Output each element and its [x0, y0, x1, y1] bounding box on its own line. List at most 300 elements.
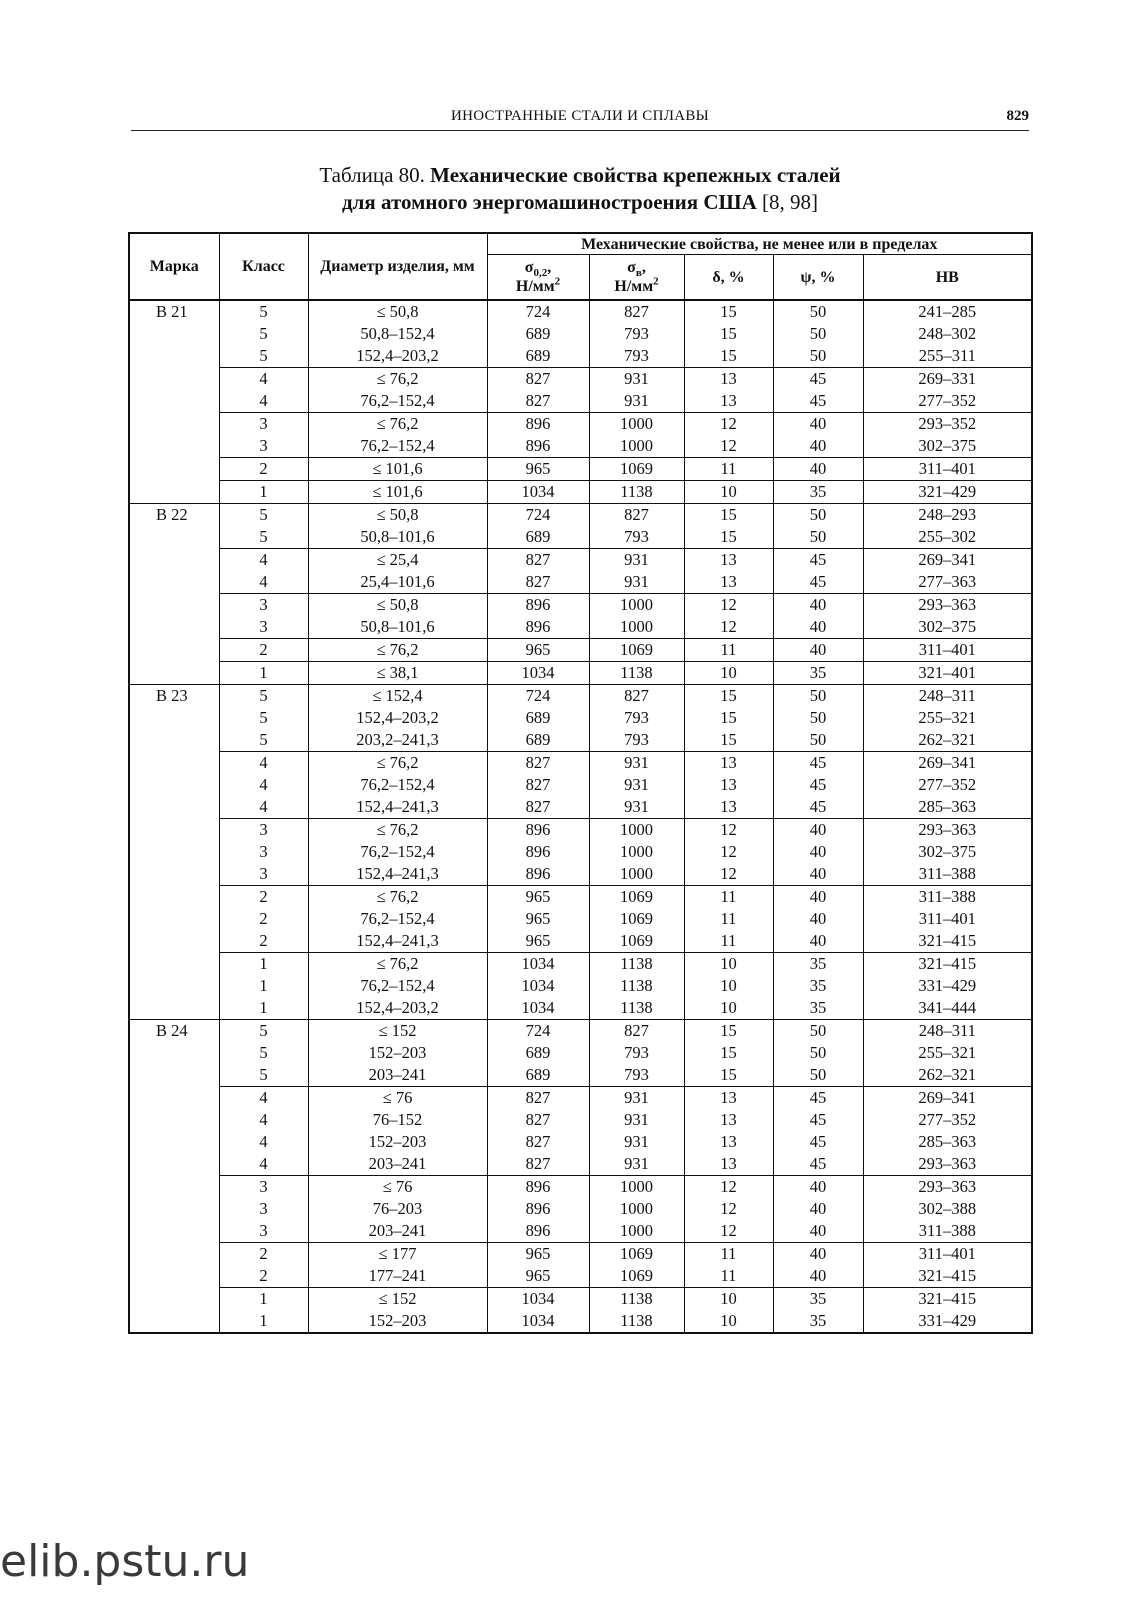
cell-sigma-v: 1000 [589, 413, 684, 436]
cell-hb: 293–363 [863, 1153, 1032, 1176]
cell-sigma-v: 827 [589, 300, 684, 323]
cell-psi: 40 [773, 1198, 863, 1220]
cell-psi: 45 [773, 390, 863, 413]
table-row [129, 616, 1032, 639]
cell-diameter: 76,2–152,4 [308, 908, 487, 930]
sigma-v-subscript: в [635, 267, 642, 280]
table-row [129, 1042, 1032, 1064]
cell-hb: 255–321 [863, 707, 1032, 729]
table-row [129, 345, 1032, 368]
cell-delta: 15 [684, 729, 773, 752]
cell-diameter: 203,2–241,3 [308, 729, 487, 752]
cell-sigma-v: 1138 [589, 662, 684, 685]
cell-sigma-v: 1069 [589, 886, 684, 909]
cell-sigma-02: 965 [487, 930, 589, 953]
cell-sigma-v: 1138 [589, 975, 684, 997]
cell-psi: 50 [773, 300, 863, 323]
cell-sigma-02: 689 [487, 526, 589, 549]
watermark: elib.pstu.ru [0, 1536, 250, 1587]
cell-delta: 10 [684, 662, 773, 685]
cell-diameter: 76–203 [308, 1198, 487, 1220]
cell-sigma-02: 896 [487, 594, 589, 617]
cell-hb: 321–429 [863, 481, 1032, 504]
cell-psi: 50 [773, 729, 863, 752]
cell-hb: 269–331 [863, 368, 1032, 391]
cell-sigma-v: 793 [589, 707, 684, 729]
cell-diameter: ≤ 152 [308, 1020, 487, 1043]
cell-sigma-02: 896 [487, 819, 589, 842]
cell-class: 2 [219, 908, 308, 930]
cell-sigma-02: 689 [487, 729, 589, 752]
cell-class: 3 [219, 616, 308, 639]
cell-psi: 45 [773, 368, 863, 391]
cell-hb: 331–429 [863, 1310, 1032, 1333]
cell-sigma-v: 793 [589, 1064, 684, 1087]
table-row [129, 571, 1032, 594]
cell-sigma-02: 896 [487, 841, 589, 863]
cell-psi: 35 [773, 997, 863, 1020]
cell-hb: 293–363 [863, 594, 1032, 617]
cell-psi: 50 [773, 1020, 863, 1043]
cell-delta: 10 [684, 1310, 773, 1333]
cell-class: 5 [219, 1020, 308, 1043]
cell-hb: 311–401 [863, 639, 1032, 662]
cell-sigma-02: 724 [487, 685, 589, 708]
cell-diameter: 76,2–152,4 [308, 975, 487, 997]
cell-sigma-v: 931 [589, 1131, 684, 1153]
cell-psi: 40 [773, 1176, 863, 1199]
cell-sigma-v: 931 [589, 368, 684, 391]
cell-hb: 285–363 [863, 1131, 1032, 1153]
header-diameter: Диаметр изделия, мм [308, 233, 487, 300]
cell-sigma-02: 827 [487, 1131, 589, 1153]
cell-sigma-02: 1034 [487, 975, 589, 997]
cell-delta: 13 [684, 1153, 773, 1176]
table-row [129, 1131, 1032, 1153]
sigma-v-unit-power: 2 [653, 275, 659, 288]
cell-sigma-02: 827 [487, 752, 589, 775]
cell-delta: 15 [684, 345, 773, 368]
cell-sigma-02: 1034 [487, 662, 589, 685]
cell-delta: 15 [684, 323, 773, 345]
table-row [129, 1087, 1032, 1110]
cell-psi: 40 [773, 1243, 863, 1266]
cell-diameter: ≤ 76,2 [308, 752, 487, 775]
cell-hb: 293–363 [863, 819, 1032, 842]
sigma02-subscript: 0,2 [533, 267, 548, 280]
cell-psi: 50 [773, 323, 863, 345]
header-sigma-02 [487, 255, 589, 301]
cell-class: 4 [219, 1087, 308, 1110]
cell-psi: 45 [773, 1153, 863, 1176]
cell-class: 3 [219, 594, 308, 617]
cell-diameter: 152,4–241,3 [308, 796, 487, 819]
cell-hb: 255–311 [863, 345, 1032, 368]
cell-delta: 15 [684, 1064, 773, 1087]
cell-sigma-02: 827 [487, 1087, 589, 1110]
cell-sigma-v: 793 [589, 1042, 684, 1064]
cell-diameter: 76,2–152,4 [308, 841, 487, 863]
cell-delta: 13 [684, 368, 773, 391]
cell-diameter: 152,4–241,3 [308, 930, 487, 953]
properties-table-wrapper [128, 232, 1031, 1334]
cell-psi: 35 [773, 953, 863, 976]
cell-delta: 12 [684, 616, 773, 639]
header-psi: ψ, % [773, 255, 863, 301]
cell-delta: 12 [684, 594, 773, 617]
cell-sigma-02: 965 [487, 908, 589, 930]
cell-sigma-v: 1138 [589, 481, 684, 504]
cell-diameter: ≤ 177 [308, 1243, 487, 1266]
cell-diameter: ≤ 76,2 [308, 819, 487, 842]
table-row [129, 752, 1032, 775]
cell-class: 5 [219, 300, 308, 323]
cell-class: 1 [219, 975, 308, 997]
cell-mark: В 22 [129, 504, 219, 685]
sigma-v-unit: Н/мм [614, 278, 654, 295]
cell-psi: 50 [773, 707, 863, 729]
cell-hb: 293–352 [863, 413, 1032, 436]
cell-diameter: ≤ 76,2 [308, 639, 487, 662]
cell-hb: 341–444 [863, 997, 1032, 1020]
cell-delta: 10 [684, 953, 773, 976]
cell-psi: 45 [773, 1109, 863, 1131]
table-row [129, 930, 1032, 953]
cell-sigma-v: 931 [589, 549, 684, 572]
cell-diameter: ≤ 38,1 [308, 662, 487, 685]
cell-psi: 50 [773, 1064, 863, 1087]
cell-diameter: 152–203 [308, 1310, 487, 1333]
table-row [129, 390, 1032, 413]
cell-delta: 13 [684, 1087, 773, 1110]
cell-psi: 40 [773, 1265, 863, 1288]
cell-sigma-v: 793 [589, 345, 684, 368]
cell-hb: 241–285 [863, 300, 1032, 323]
cell-sigma-v: 1069 [589, 1265, 684, 1288]
cell-delta: 13 [684, 390, 773, 413]
cell-class: 2 [219, 1265, 308, 1288]
cell-class: 4 [219, 368, 308, 391]
cell-sigma-v: 1000 [589, 1198, 684, 1220]
cell-sigma-02: 827 [487, 390, 589, 413]
sigma02-symbol: σ [524, 259, 534, 276]
cell-delta: 13 [684, 774, 773, 796]
cell-class: 5 [219, 685, 308, 708]
cell-hb: 248–293 [863, 504, 1032, 527]
cell-sigma-02: 724 [487, 1020, 589, 1043]
cell-sigma-02: 827 [487, 549, 589, 572]
table-row [129, 594, 1032, 617]
cell-sigma-v: 1000 [589, 435, 684, 458]
cell-diameter: 152,4–203,2 [308, 997, 487, 1020]
cell-diameter: ≤ 76,2 [308, 953, 487, 976]
cell-hb: 269–341 [863, 549, 1032, 572]
cell-delta: 12 [684, 1176, 773, 1199]
table-row [129, 685, 1032, 708]
cell-sigma-02: 896 [487, 435, 589, 458]
cell-sigma-02: 724 [487, 300, 589, 323]
cell-sigma-v: 1000 [589, 1176, 684, 1199]
cell-hb: 321–415 [863, 953, 1032, 976]
cell-sigma-v: 1069 [589, 908, 684, 930]
cell-diameter: ≤ 76 [308, 1176, 487, 1199]
cell-sigma-v: 1000 [589, 1220, 684, 1243]
cell-class: 2 [219, 930, 308, 953]
cell-sigma-v: 1069 [589, 1243, 684, 1266]
cell-sigma-v: 931 [589, 1087, 684, 1110]
table-row [129, 707, 1032, 729]
header-delta: δ, % [684, 255, 773, 301]
cell-diameter: 152,4–203,2 [308, 707, 487, 729]
cell-sigma-02: 965 [487, 886, 589, 909]
cell-class: 3 [219, 819, 308, 842]
cell-hb: 255–321 [863, 1042, 1032, 1064]
cell-sigma-v: 827 [589, 685, 684, 708]
cell-hb: 277–352 [863, 390, 1032, 413]
table-row [129, 435, 1032, 458]
cell-psi: 40 [773, 930, 863, 953]
cell-diameter: ≤ 50,8 [308, 594, 487, 617]
cell-sigma-v: 931 [589, 752, 684, 775]
running-head-title: ИНОСТРАННЫЕ СТАЛИ И СПЛАВЫ [450, 108, 710, 124]
cell-psi: 40 [773, 458, 863, 481]
cell-delta: 11 [684, 1243, 773, 1266]
cell-sigma-v: 827 [589, 504, 684, 527]
header-class: Класс [219, 233, 308, 300]
cell-diameter: ≤ 152 [308, 1288, 487, 1311]
cell-psi: 50 [773, 345, 863, 368]
table-row [129, 819, 1032, 842]
cell-diameter: 50,8–152,4 [308, 323, 487, 345]
cell-hb: 277–352 [863, 1109, 1032, 1131]
cell-sigma-v: 931 [589, 1109, 684, 1131]
cell-hb: 311–388 [863, 1220, 1032, 1243]
cell-psi: 45 [773, 752, 863, 775]
cell-psi: 45 [773, 1087, 863, 1110]
sigma02-unit-power: 2 [554, 275, 561, 288]
cell-psi: 40 [773, 841, 863, 863]
table-row [129, 975, 1032, 997]
table-row [129, 1198, 1032, 1220]
cell-diameter: ≤ 101,6 [308, 458, 487, 481]
sigma-v-symbol: σ [627, 259, 636, 276]
cell-sigma-v: 1000 [589, 841, 684, 863]
cell-diameter: ≤ 50,8 [308, 504, 487, 527]
cell-delta: 12 [684, 1220, 773, 1243]
cell-sigma-v: 1138 [589, 1288, 684, 1311]
page-number: 829 [1006, 108, 1029, 124]
cell-sigma-02: 827 [487, 1153, 589, 1176]
cell-class: 5 [219, 729, 308, 752]
cell-delta: 12 [684, 1198, 773, 1220]
cell-hb: 248–311 [863, 1020, 1032, 1043]
cell-class: 4 [219, 390, 308, 413]
cell-psi: 40 [773, 1220, 863, 1243]
cell-hb: 302–388 [863, 1198, 1032, 1220]
cell-psi: 40 [773, 594, 863, 617]
cell-class: 4 [219, 752, 308, 775]
cell-sigma-v: 1000 [589, 863, 684, 886]
cell-delta: 12 [684, 841, 773, 863]
cell-class: 4 [219, 774, 308, 796]
cell-delta: 10 [684, 1288, 773, 1311]
cell-sigma-02: 965 [487, 639, 589, 662]
cell-diameter: 76,2–152,4 [308, 435, 487, 458]
header-mark: Марка [129, 233, 219, 300]
table-row [129, 1064, 1032, 1087]
cell-hb: 248–302 [863, 323, 1032, 345]
cell-mark: В 21 [129, 300, 219, 504]
cell-diameter: ≤ 25,4 [308, 549, 487, 572]
cell-diameter: 203–241 [308, 1220, 487, 1243]
cell-hb: 302–375 [863, 616, 1032, 639]
cell-class: 4 [219, 1131, 308, 1153]
table-caption [131, 162, 1029, 216]
cell-sigma-02: 827 [487, 368, 589, 391]
cell-delta: 11 [684, 908, 773, 930]
cell-diameter: 152,4–203,2 [308, 345, 487, 368]
table-row [129, 997, 1032, 1020]
cell-delta: 12 [684, 819, 773, 842]
cell-class: 5 [219, 323, 308, 345]
cell-delta: 11 [684, 1265, 773, 1288]
cell-diameter: 76,2–152,4 [308, 390, 487, 413]
properties-table [128, 232, 1033, 1334]
cell-delta: 13 [684, 1109, 773, 1131]
cell-sigma-02: 965 [487, 458, 589, 481]
cell-sigma-v: 931 [589, 390, 684, 413]
cell-hb: 311–401 [863, 908, 1032, 930]
cell-class: 3 [219, 841, 308, 863]
cell-class: 2 [219, 639, 308, 662]
cell-sigma-v: 1138 [589, 1310, 684, 1333]
cell-class: 4 [219, 1153, 308, 1176]
cell-class: 1 [219, 662, 308, 685]
cell-psi: 40 [773, 863, 863, 886]
cell-delta: 11 [684, 458, 773, 481]
cell-sigma-02: 1034 [487, 1288, 589, 1311]
table-body [129, 300, 1032, 1333]
cell-sigma-02: 896 [487, 1220, 589, 1243]
table-row [129, 481, 1032, 504]
cell-diameter: ≤ 50,8 [308, 300, 487, 323]
table-row [129, 639, 1032, 662]
cell-psi: 45 [773, 796, 863, 819]
cell-psi: 50 [773, 526, 863, 549]
cell-hb: 321–415 [863, 1265, 1032, 1288]
cell-sigma-02: 896 [487, 1176, 589, 1199]
sigma02-separator: , [547, 259, 552, 276]
sigma02-unit: Н/мм [515, 278, 555, 295]
cell-sigma-v: 1000 [589, 616, 684, 639]
cell-sigma-v: 793 [589, 526, 684, 549]
cell-hb: 302–375 [863, 435, 1032, 458]
cell-delta: 12 [684, 413, 773, 436]
cell-hb: 293–363 [863, 1176, 1032, 1199]
cell-diameter: 152–203 [308, 1131, 487, 1153]
table-header [129, 233, 1032, 300]
cell-sigma-02: 1034 [487, 997, 589, 1020]
cell-psi: 35 [773, 662, 863, 685]
cell-diameter: ≤ 101,6 [308, 481, 487, 504]
cell-hb: 311–401 [863, 458, 1032, 481]
cell-hb: 311–388 [863, 863, 1032, 886]
cell-class: 4 [219, 571, 308, 594]
cell-delta: 13 [684, 796, 773, 819]
table-row [129, 458, 1032, 481]
cell-hb: 285–363 [863, 796, 1032, 819]
cell-delta: 10 [684, 997, 773, 1020]
table-row [129, 886, 1032, 909]
cell-sigma-v: 931 [589, 1153, 684, 1176]
cell-delta: 15 [684, 526, 773, 549]
cell-class: 2 [219, 1243, 308, 1266]
caption-reference: [8, 98] [756, 190, 818, 214]
table-row [129, 549, 1032, 572]
cell-class: 5 [219, 1042, 308, 1064]
cell-psi: 50 [773, 504, 863, 527]
cell-sigma-02: 965 [487, 1265, 589, 1288]
table-row [129, 1153, 1032, 1176]
cell-hb: 321–415 [863, 930, 1032, 953]
cell-psi: 40 [773, 435, 863, 458]
cell-hb: 269–341 [863, 1087, 1032, 1110]
table-row [129, 863, 1032, 886]
cell-sigma-v: 1069 [589, 458, 684, 481]
cell-class: 3 [219, 1220, 308, 1243]
cell-diameter: 76,2–152,4 [308, 774, 487, 796]
cell-diameter: 203–241 [308, 1064, 487, 1087]
cell-sigma-v: 793 [589, 323, 684, 345]
cell-class: 1 [219, 997, 308, 1020]
cell-diameter: ≤ 152,4 [308, 685, 487, 708]
cell-class: 2 [219, 458, 308, 481]
cell-class: 3 [219, 1198, 308, 1220]
cell-hb: 311–388 [863, 886, 1032, 909]
cell-delta: 10 [684, 975, 773, 997]
cell-hb: 269–341 [863, 752, 1032, 775]
cell-hb: 262–321 [863, 729, 1032, 752]
cell-class: 5 [219, 707, 308, 729]
cell-sigma-02: 689 [487, 345, 589, 368]
cell-delta: 15 [684, 707, 773, 729]
table-row [129, 953, 1032, 976]
cell-sigma-02: 896 [487, 863, 589, 886]
cell-sigma-v: 1138 [589, 953, 684, 976]
cell-psi: 35 [773, 481, 863, 504]
table-row [129, 796, 1032, 819]
header-sigma-v [589, 255, 684, 301]
cell-class: 5 [219, 526, 308, 549]
running-head [131, 106, 1029, 131]
cell-hb: 311–401 [863, 1243, 1032, 1266]
cell-class: 4 [219, 1109, 308, 1131]
table-row [129, 1109, 1032, 1131]
cell-hb: 262–321 [863, 1064, 1032, 1087]
cell-delta: 11 [684, 886, 773, 909]
cell-sigma-v: 827 [589, 1020, 684, 1043]
cell-sigma-02: 1034 [487, 953, 589, 976]
cell-delta: 15 [684, 504, 773, 527]
cell-class: 3 [219, 435, 308, 458]
table-row [129, 908, 1032, 930]
cell-delta: 15 [684, 1042, 773, 1064]
table-row [129, 368, 1032, 391]
cell-hb: 321–415 [863, 1288, 1032, 1311]
cell-psi: 45 [773, 774, 863, 796]
cell-psi: 40 [773, 908, 863, 930]
cell-class: 5 [219, 504, 308, 527]
